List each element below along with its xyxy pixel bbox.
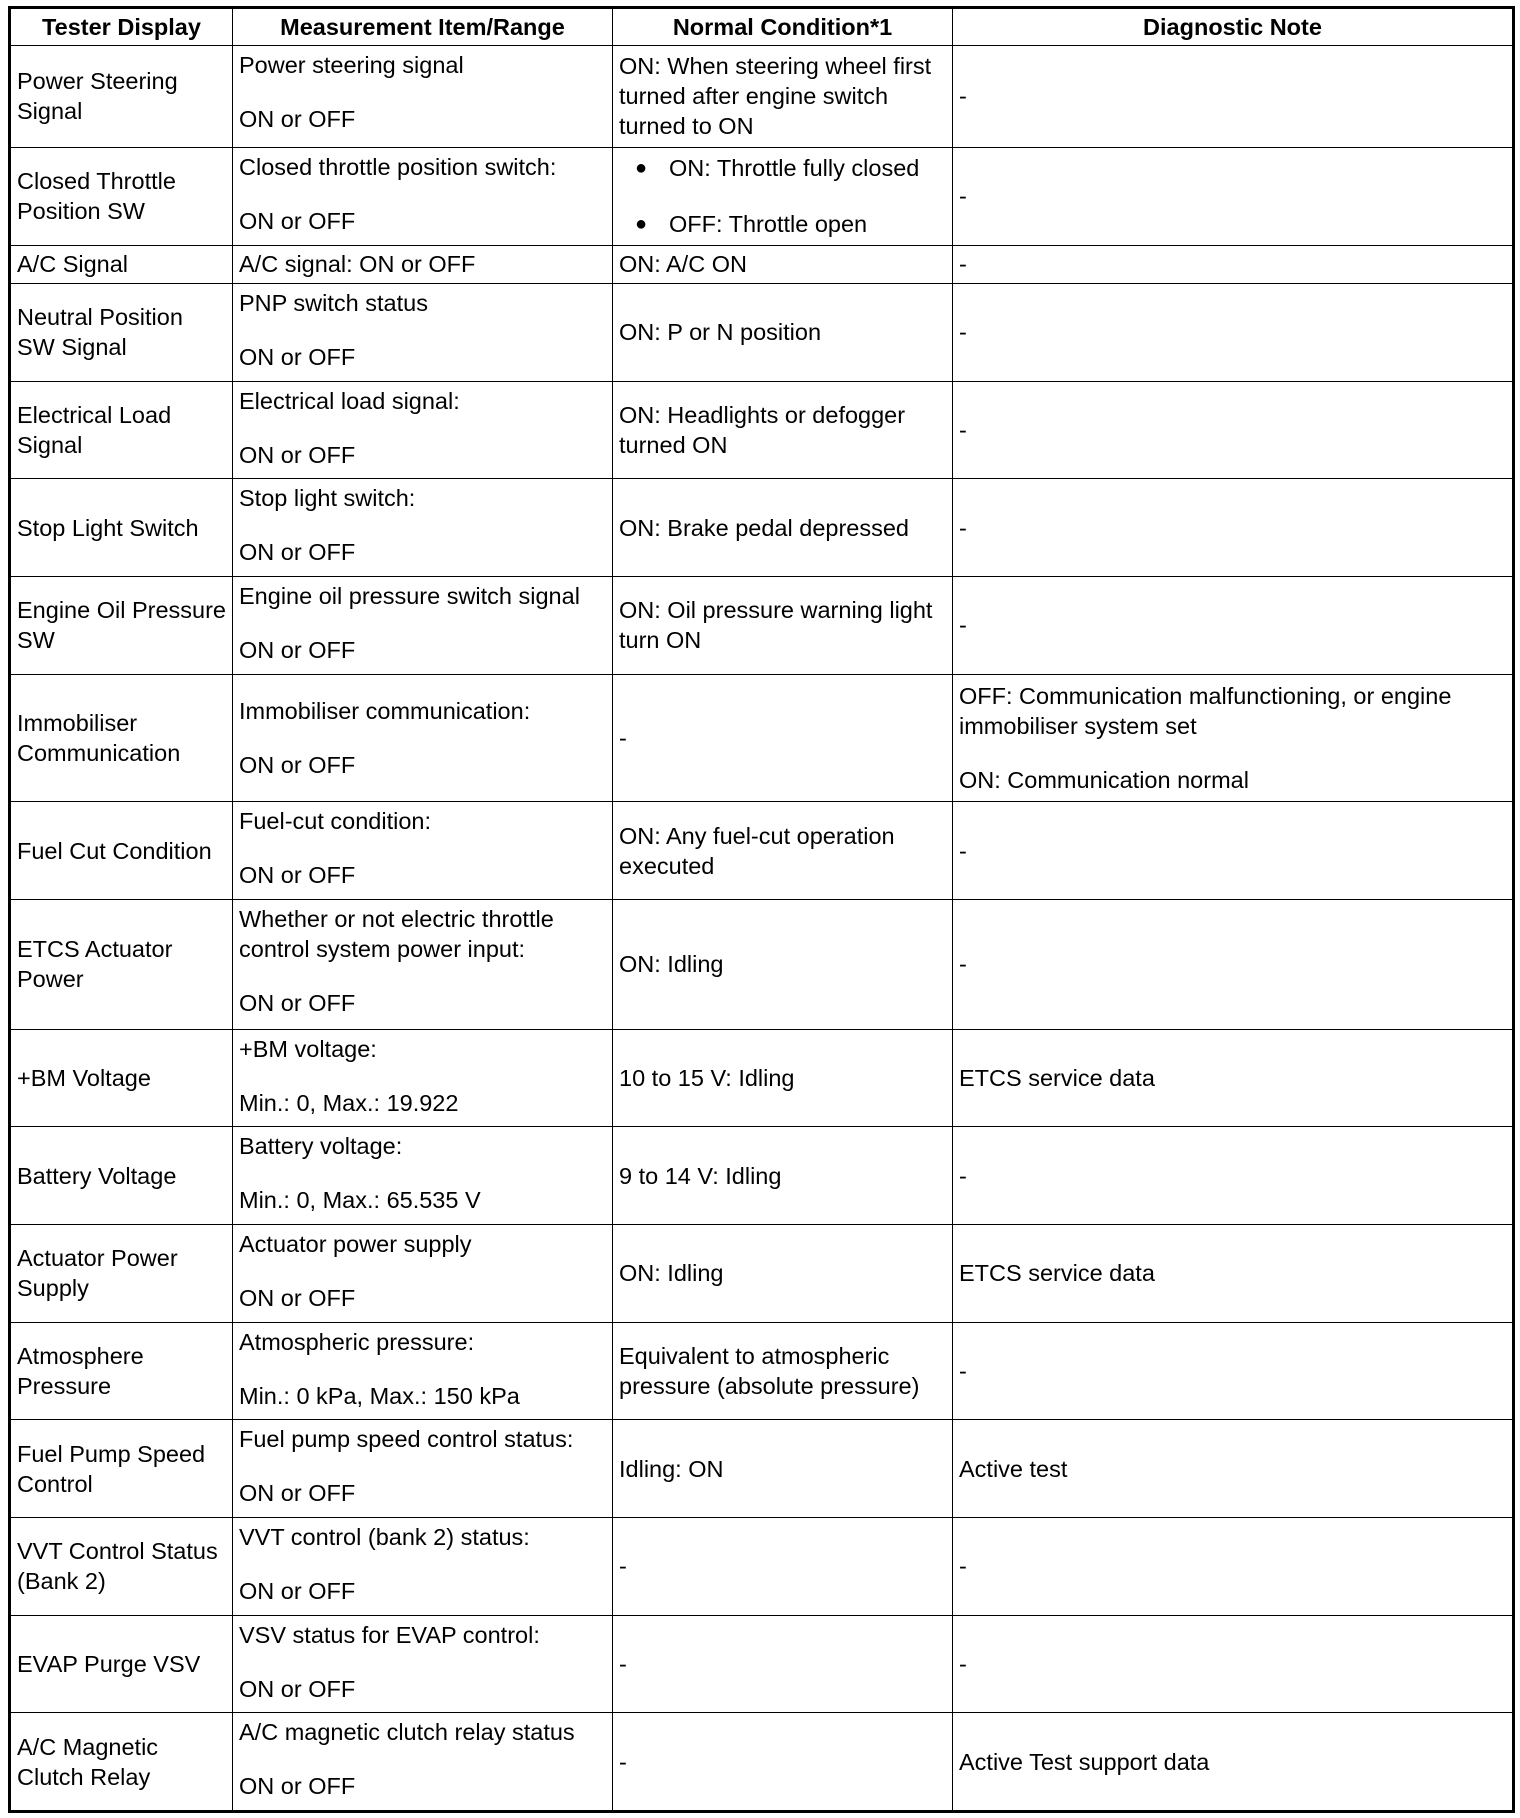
diagnostic-note-cell: - [953, 147, 1514, 245]
normal-condition-cell: 9 to 14 V: Idling [613, 1127, 953, 1225]
diagnostic-note-text: OFF: Communication malfunctioning, or engine immobiliser system set [959, 682, 1452, 739]
diagnostic-note-cell: Active Test support data [953, 1713, 1514, 1812]
list-item: ● ON: Throttle fully closed [619, 153, 946, 183]
normal-condition-cell: - [613, 1713, 953, 1812]
measurement-cell [233, 46, 613, 148]
measurement-item: Stop light switch: [239, 485, 416, 512]
measurement-range: Min.: 0, Max.: 19.922 [239, 1089, 459, 1116]
tester-display-cell: ETCS Actuator Power [10, 899, 233, 1029]
measurement-cell [233, 1420, 613, 1518]
measurement-range: ON or OFF [239, 1480, 356, 1507]
normal-condition-cell: Equivalent to atmospheric pressure (absolute pressure) [613, 1322, 953, 1420]
tester-display-cell: EVAP Purge VSV [10, 1615, 233, 1713]
diagnostic-note-text: ON: Communication normal [959, 766, 1249, 793]
measurement-cell [233, 1029, 613, 1127]
diagnostic-note-cell: - [953, 1517, 1514, 1615]
measurement-item: Engine oil pressure switch signal [239, 583, 580, 610]
diagnostic-note-cell: - [953, 381, 1514, 479]
table-row [10, 381, 1514, 479]
measurement-item: VSV status for EVAP control: [239, 1621, 540, 1648]
header-row [10, 8, 1514, 46]
measurement-range: ON or OFF [239, 1773, 356, 1800]
diagnostic-note-cell: - [953, 245, 1514, 284]
table-row [10, 802, 1514, 900]
measurement-cell [233, 802, 613, 900]
normal-condition-cell: ON: A/C ON [613, 245, 953, 284]
diagnostic-note-cell [953, 674, 1514, 802]
normal-condition-cell: ON: Brake pedal depressed [613, 479, 953, 577]
table-row [10, 479, 1514, 577]
measurement-item: Battery voltage: [239, 1133, 403, 1160]
tester-display-cell: Fuel Pump Speed Control [10, 1420, 233, 1518]
header-normal-condition: Normal Condition*1 [613, 8, 953, 46]
table-row [10, 1225, 1514, 1323]
table-row [10, 899, 1514, 1029]
measurement-item: Immobiliser communication: [239, 697, 531, 724]
measurement-cell [233, 147, 613, 245]
tester-display-cell: A/C Signal [10, 245, 233, 284]
tester-display-cell: Closed Throttle Position SW [10, 147, 233, 245]
normal-condition-cell: - [613, 1517, 953, 1615]
table-row [10, 245, 1514, 284]
normal-condition-cell [613, 147, 953, 245]
tester-display-cell: Neutral Position SW Signal [10, 284, 233, 382]
diagnostic-note-cell: ETCS service data [953, 1029, 1514, 1127]
tester-display-cell: Fuel Cut Condition [10, 802, 233, 900]
measurement-cell [233, 1322, 613, 1420]
normal-condition-cell: ON: P or N position [613, 284, 953, 382]
diagnostic-note-cell: - [953, 46, 1514, 148]
measurement-item: Fuel pump speed control status: [239, 1426, 574, 1453]
tester-display-cell: Actuator Power Supply [10, 1225, 233, 1323]
measurement-cell [233, 1517, 613, 1615]
measurement-cell [233, 1225, 613, 1323]
table-row [10, 674, 1514, 802]
tester-display-cell: Immobiliser Communication [10, 674, 233, 802]
normal-condition-cell: - [613, 674, 953, 802]
measurement-item: A/C magnetic clutch relay status [239, 1719, 575, 1746]
table-row [10, 1517, 1514, 1615]
table-row [10, 1322, 1514, 1420]
normal-condition-cell: Idling: ON [613, 1420, 953, 1518]
measurement-cell [233, 1615, 613, 1713]
tester-display-cell: VVT Control Status (Bank 2) [10, 1517, 233, 1615]
tester-display-cell: Battery Voltage [10, 1127, 233, 1225]
measurement-range: ON or OFF [239, 1577, 356, 1604]
measurement-item: Fuel-cut condition: [239, 808, 432, 835]
normal-condition-cell: ON: Idling [613, 1225, 953, 1323]
table-row [10, 1615, 1514, 1713]
normal-condition-cell: ON: Any fuel-cut operation executed [613, 802, 953, 900]
normal-condition-list [619, 153, 946, 239]
table-row [10, 46, 1514, 148]
diagnostic-note-cell: - [953, 577, 1514, 675]
table-row [10, 1029, 1514, 1127]
measurement-cell [233, 479, 613, 577]
diagnostic-note-cell: - [953, 479, 1514, 577]
measurement-item: +BM voltage: [239, 1035, 377, 1062]
normal-condition-cell: ON: Idling [613, 899, 953, 1029]
tester-display-cell: Atmosphere Pressure [10, 1322, 233, 1420]
header-diagnostic-note: Diagnostic Note [953, 8, 1514, 46]
measurement-range: ON or OFF [239, 106, 356, 132]
tester-display-cell: +BM Voltage [10, 1029, 233, 1127]
table-row [10, 1420, 1514, 1518]
measurement-item: Actuator power supply [239, 1231, 472, 1258]
measurement-range: ON or OFF [239, 1285, 356, 1312]
measurement-cell [233, 284, 613, 382]
measurement-range: ON or OFF [239, 207, 356, 234]
measurement-range: ON or OFF [239, 751, 356, 778]
measurement-cell [233, 381, 613, 479]
tester-display-cell: A/C Magnetic Clutch Relay [10, 1713, 233, 1812]
table-row [10, 1713, 1514, 1812]
tester-data-table [8, 6, 1515, 1813]
normal-condition-cell: - [613, 1615, 953, 1713]
table-row [10, 147, 1514, 245]
measurement-item: Closed throttle position switch: [239, 153, 557, 180]
measurement-range: ON or OFF [239, 539, 356, 566]
diagnostic-note-cell: Active test [953, 1420, 1514, 1518]
diagnostic-note-cell: - [953, 1127, 1514, 1225]
measurement-cell [233, 899, 613, 1029]
measurement-range: ON or OFF [239, 989, 356, 1016]
diagnostic-note-cell: - [953, 899, 1514, 1029]
list-item: ● OFF: Throttle open [619, 209, 946, 239]
diagnostic-note-cell: ETCS service data [953, 1225, 1514, 1323]
measurement-cell [233, 577, 613, 675]
diagnostic-note-cell: - [953, 1615, 1514, 1713]
header-tester-display: Tester Display [10, 8, 233, 46]
diagnostic-note-cell: - [953, 284, 1514, 382]
measurement-range: ON or OFF [239, 637, 356, 664]
table-row [10, 577, 1514, 675]
diagnostic-note-cell: - [953, 1322, 1514, 1420]
measurement-range: ON or OFF [239, 344, 356, 371]
measurement-range: ON or OFF [239, 441, 356, 468]
measurement-item: PNP switch status [239, 290, 428, 317]
normal-condition-cell: 10 to 15 V: Idling [613, 1029, 953, 1127]
measurement-range: Min.: 0 kPa, Max.: 150 kPa [239, 1382, 520, 1409]
measurement-item: Power steering signal [239, 52, 464, 78]
measurement-item: Electrical load signal: [239, 387, 460, 414]
measurement-item: Atmospheric pressure: [239, 1328, 475, 1355]
normal-condition-cell: ON: Headlights or defogger turned ON [613, 381, 953, 479]
measurement-item: VVT control (bank 2) status: [239, 1523, 530, 1550]
measurement-range: Min.: 0, Max.: 65.535 V [239, 1187, 481, 1214]
normal-condition-cell: ON: Oil pressure warning light turn ON [613, 577, 953, 675]
tester-display-cell: Power Steering Signal [10, 46, 233, 148]
measurement-item: Whether or not electric throttle control system power input: [239, 905, 554, 962]
measurement-cell [233, 674, 613, 802]
normal-condition-cell: ON: When steering wheel first turned after engine switch turned to ON [613, 46, 953, 148]
measurement-cell: A/C signal: ON or OFF [233, 245, 613, 284]
tester-display-cell: Electrical Load Signal [10, 381, 233, 479]
measurement-range: ON or OFF [239, 1675, 356, 1702]
measurement-range: ON or OFF [239, 862, 356, 889]
measurement-cell [233, 1127, 613, 1225]
tester-display-cell: Engine Oil Pressure SW [10, 577, 233, 675]
table-row [10, 284, 1514, 382]
header-measurement-item: Measurement Item/Range [233, 8, 613, 46]
tester-display-cell: Stop Light Switch [10, 479, 233, 577]
measurement-cell [233, 1713, 613, 1812]
diagnostic-note-cell: - [953, 802, 1514, 900]
table-row [10, 1127, 1514, 1225]
